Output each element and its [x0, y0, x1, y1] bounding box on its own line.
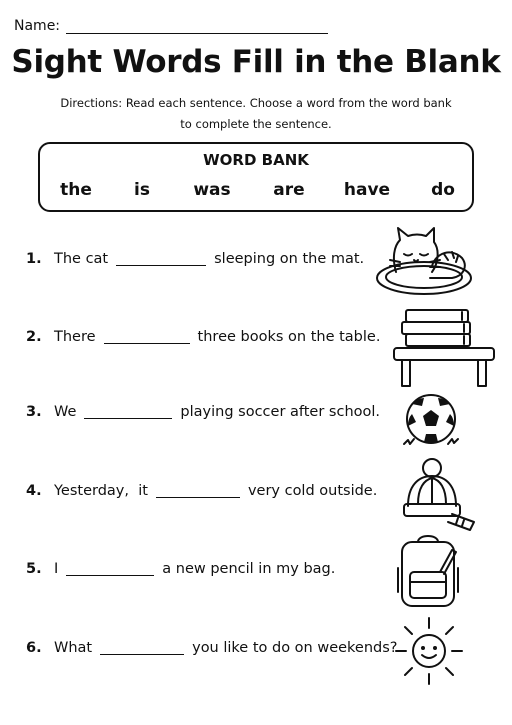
question-number: 2.: [26, 329, 42, 345]
question-text-after: three books on the table.: [197, 329, 381, 345]
question-text-before: What: [54, 640, 93, 656]
question-number: 1.: [26, 251, 42, 267]
sun-icon: [392, 614, 466, 688]
winter-hat-icon: [402, 456, 482, 532]
question-row-2: [26, 325, 380, 349]
books-on-table-icon: [392, 306, 496, 390]
directions-line-1: Directions: Read each sentence. Choose a word from the word bank: [60, 96, 452, 110]
answer-blank[interactable]: [104, 331, 190, 344]
page-title: Sight Words Fill in the Blank: [11, 44, 501, 80]
question-text-after: playing soccer after school.: [180, 404, 381, 420]
question-row-3: [26, 400, 380, 424]
question-row-5: [26, 557, 335, 581]
question-text-before: Yesterday, it: [54, 483, 148, 499]
word-bank-title: WORD BANK: [203, 151, 309, 169]
answer-blank[interactable]: [156, 485, 240, 498]
word-bank-word[interactable]: is: [134, 180, 150, 200]
question-number: 3.: [26, 404, 42, 420]
answer-blank[interactable]: [84, 406, 172, 419]
question-text-after: you like to do on weekends?: [192, 640, 398, 656]
question-text-before: I: [54, 561, 59, 577]
answer-blank[interactable]: [116, 253, 206, 266]
question-number: 6.: [26, 640, 42, 656]
question-text-before: We: [54, 404, 77, 420]
word-bank-box: [38, 142, 474, 212]
question-text-before: There: [54, 329, 96, 345]
question-number: 5.: [26, 561, 42, 577]
question-row-6: [26, 636, 398, 660]
answer-blank[interactable]: [100, 642, 184, 655]
word-bank-word[interactable]: have: [343, 180, 391, 200]
soccer-ball-icon: [402, 392, 460, 450]
backpack-icon: [396, 532, 460, 610]
question-row-1: [26, 247, 364, 271]
word-bank-word[interactable]: do: [431, 180, 455, 200]
question-text-after: a new pencil in my bag.: [162, 561, 336, 577]
name-field[interactable]: [14, 18, 328, 34]
cat-icon: [374, 222, 474, 298]
question-number: 4.: [26, 483, 42, 499]
directions-line-2: to complete the sentence.: [180, 117, 332, 131]
word-bank-word[interactable]: the: [60, 180, 92, 200]
question-text-after: very cold outside.: [247, 483, 378, 499]
name-input-line[interactable]: [66, 19, 328, 34]
question-text-before: The cat: [54, 251, 109, 267]
word-bank-word[interactable]: are: [273, 180, 305, 200]
directions: [40, 93, 472, 135]
question-text-after: sleeping on the mat.: [214, 251, 365, 267]
question-row-4: [26, 479, 377, 503]
answer-blank[interactable]: [66, 563, 154, 576]
word-bank-word[interactable]: was: [193, 180, 231, 200]
name-label: Name:: [14, 18, 61, 34]
